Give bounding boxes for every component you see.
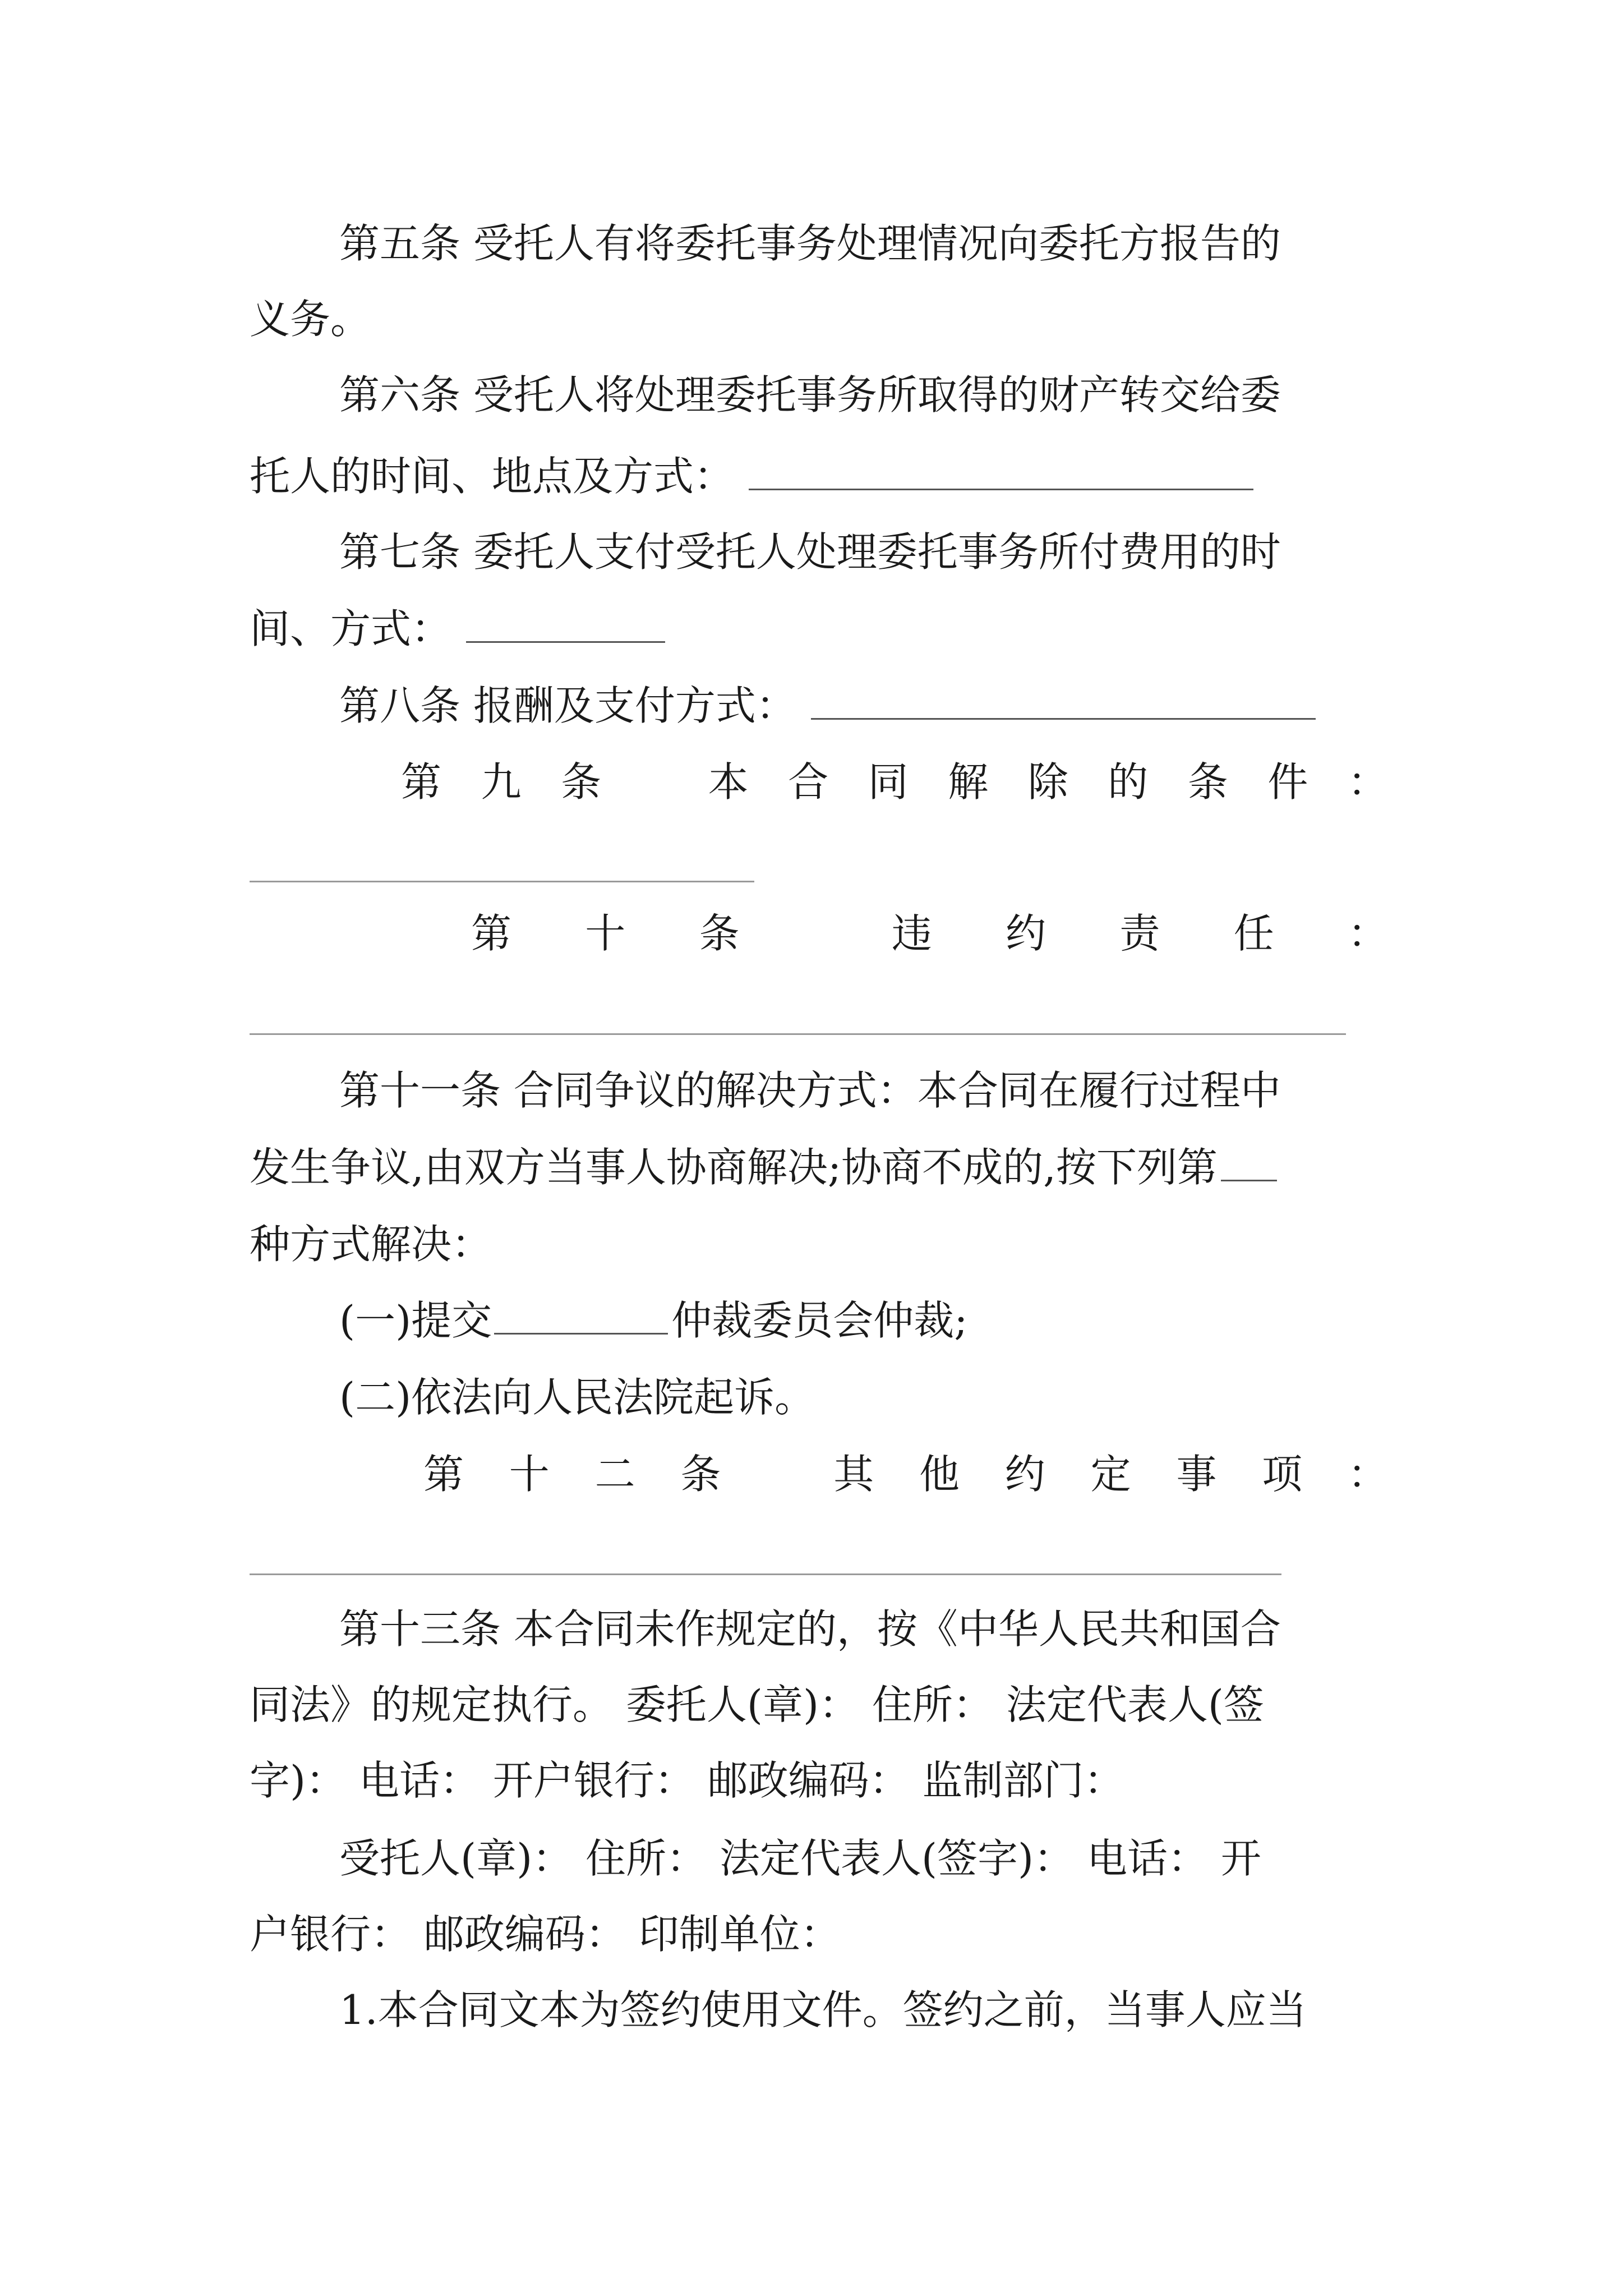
article-10-char: 第 [471,910,512,957]
note-1-line: 1.本合同文本为签约使用文件。签约之前，当事人应当 [339,1986,1307,2033]
article-8-line [339,682,1316,729]
article-12-heading [423,1451,1388,1498]
option-1-line [339,1297,968,1344]
article-13-line-1: 第十三条 本合同未作规定的，按《中华人民共和国合 [339,1605,1281,1653]
option-2-line: (二)依法向人民法院起诉。 [339,1374,815,1421]
article-9-blank [250,881,754,882]
article-12-char: 十 [509,1451,550,1498]
article-11-text: 发生争议,由双方当事人协商解决;协商不成的,按下列第 [250,1144,1218,1191]
article-9-char: ： [1347,758,1388,806]
article-10-char: 责 [1119,910,1160,957]
article-12-char: 约 [1004,1451,1045,1498]
article-11-line-2 [250,1144,1277,1191]
article-8-text: 第八条 报酬及支付方式： [339,682,796,729]
article-12-char: ： [1347,1451,1388,1498]
article-12-char: 其 [833,1451,874,1498]
article-10-char: 违 [891,910,932,957]
article-9-heading [401,758,1388,806]
article-9-char: 的 [1108,758,1149,806]
article-6-blank [749,456,1253,490]
article-10-char: 条 [699,910,740,957]
article-10-char: 任 [1233,910,1274,957]
article-12-char: 第 [423,1451,464,1498]
article-10-blank [250,1033,1346,1035]
article-5-line-1: 第五条 受托人有将委托事务处理情况向委托方报告的 [339,220,1281,267]
article-11-line-1: 第十一条 合同争议的解决方式：本合同在履行过程中 [339,1067,1281,1114]
article-7-blank [466,609,665,643]
article-12-char: 项 [1262,1451,1303,1498]
article-6-line-1: 第六条 受托人将处理委托事务所取得的财产转交给委 [339,371,1281,418]
article-12-char: 事 [1176,1451,1217,1498]
article-12-char: 他 [919,1451,960,1498]
option-1-text: (一)提交 [339,1297,492,1344]
article-8-blank [811,685,1316,720]
trustee-line-2: 户银行： 邮政编码： 印制单位： [250,1911,841,1958]
article-9-char: 第 [401,758,442,806]
option-1-text-end: 仲裁委员会仲裁; [671,1297,968,1344]
article-9-char: 解 [948,758,989,806]
trustee-line-1: 受托人(章)： 住所： 法定代表人(签字)： 电话： 开 [339,1835,1261,1882]
option-1-blank [494,1300,668,1335]
article-9-char: 件 [1267,758,1308,806]
article-11-blank [1221,1147,1277,1181]
article-9-char: 合 [788,758,829,806]
article-9-char: 同 [868,758,909,806]
article-12-blank [250,1573,1281,1575]
article-7-text: 间、方式： [250,605,452,652]
article-10-char: 十 [585,910,626,957]
article-9-char: 九 [481,758,522,806]
article-12-char: 条 [680,1451,721,1498]
article-7-line-1: 第七条 委托人支付受托人处理委托事务所付费用的时 [339,528,1281,576]
article-9-char: 本 [708,758,749,806]
article-10-heading [471,910,1388,957]
article-9-char: 条 [1187,758,1228,806]
article-10-char: ： [1347,910,1388,957]
article-11-line-3: 种方式解决： [250,1221,492,1268]
article-12-char: 定 [1090,1451,1131,1498]
article-5-line-2: 义务。 [250,296,371,343]
article-9-char: 除 [1027,758,1068,806]
article-13-line-3: 字)： 电话： 开户银行： 邮政编码： 监制部门： [250,1757,1124,1804]
article-6-text: 托人的时间、地点及方式： [250,453,735,500]
article-12-char: 二 [594,1451,635,1498]
article-10-char: 约 [1006,910,1046,957]
article-7-line-2 [250,605,665,652]
article-13-line-2: 同法》的规定执行。 委托人(章)： 住所： 法定代表人(签 [250,1681,1264,1728]
article-6-line-2 [250,453,1253,500]
article-9-char: 条 [561,758,602,806]
